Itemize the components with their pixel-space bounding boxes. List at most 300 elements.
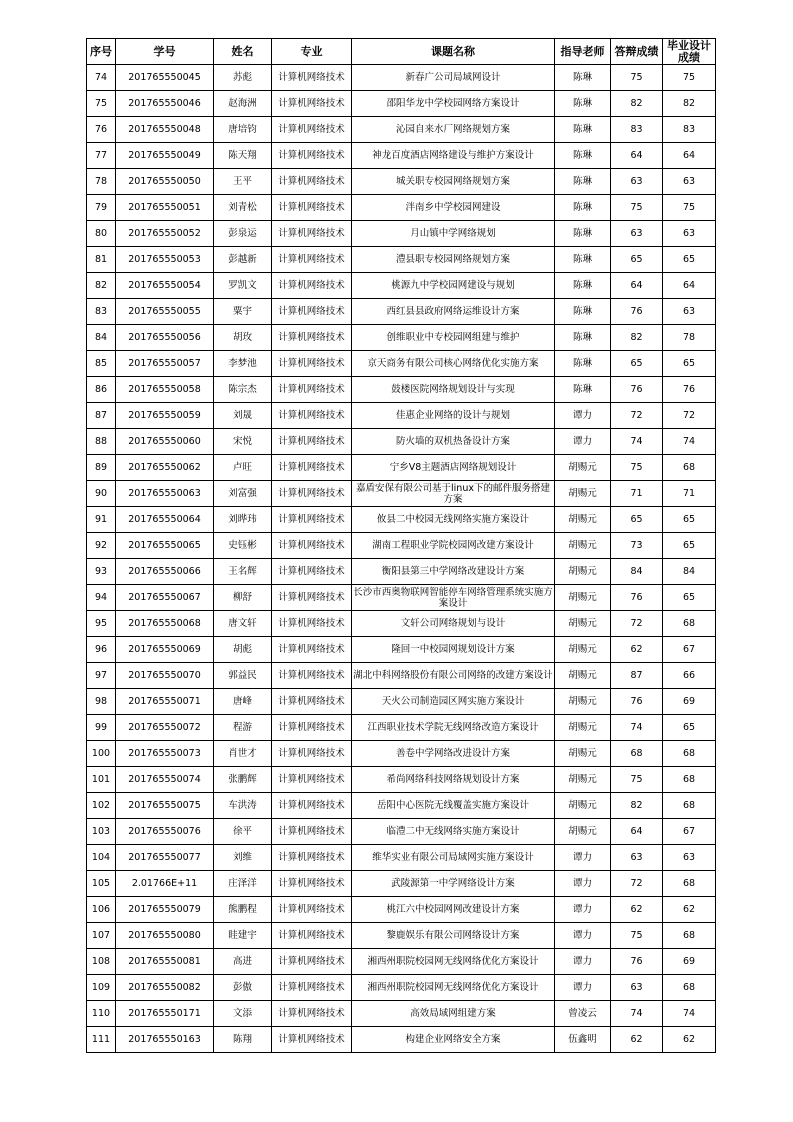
cell-name: 彭越新 — [214, 247, 272, 273]
cell-major: 计算机网络技术 — [272, 741, 352, 767]
cell-defense-score: 76 — [611, 377, 663, 403]
cell-defense-score: 76 — [611, 299, 663, 325]
cell-final-score: 66 — [663, 663, 716, 689]
cell-advisor: 谭力 — [555, 897, 611, 923]
cell-student-id: 201765550077 — [116, 845, 214, 871]
cell-name: 宋悦 — [214, 429, 272, 455]
table-row — [87, 195, 716, 221]
cell-no: 81 — [87, 247, 116, 273]
cell-advisor: 胡赐元 — [555, 585, 611, 611]
cell-topic: 临澧二中无线网络实施方案设计 — [352, 819, 555, 845]
cell-no: 107 — [87, 923, 116, 949]
cell-name: 陈翔 — [214, 1027, 272, 1053]
cell-topic: 佳惠企业网络的设计与规划 — [352, 403, 555, 429]
table-row — [87, 611, 716, 637]
table-row — [87, 767, 716, 793]
cell-major: 计算机网络技术 — [272, 481, 352, 507]
header-topic: 课题名称 — [352, 39, 555, 65]
cell-no: 104 — [87, 845, 116, 871]
table-row — [87, 533, 716, 559]
cell-major: 计算机网络技术 — [272, 221, 352, 247]
cell-no: 106 — [87, 897, 116, 923]
cell-name: 粟宇 — [214, 299, 272, 325]
cell-defense-score: 63 — [611, 845, 663, 871]
cell-advisor: 胡赐元 — [555, 637, 611, 663]
cell-advisor: 曾凌云 — [555, 1001, 611, 1027]
table-row — [87, 663, 716, 689]
cell-advisor: 陈琳 — [555, 143, 611, 169]
cell-no: 75 — [87, 91, 116, 117]
cell-major: 计算机网络技术 — [272, 1027, 352, 1053]
cell-student-id: 201765550049 — [116, 143, 214, 169]
cell-advisor: 胡赐元 — [555, 663, 611, 689]
table-row — [87, 273, 716, 299]
cell-no: 79 — [87, 195, 116, 221]
cell-no: 93 — [87, 559, 116, 585]
cell-no: 74 — [87, 65, 116, 91]
cell-topic: 长沙市西奥物联网智能停车网络管理系统实施方案设计 — [353, 586, 553, 609]
table-row — [87, 975, 716, 1001]
cell-name: 肖世才 — [214, 741, 272, 767]
cell-major: 计算机网络技术 — [272, 273, 352, 299]
cell-student-id: 201765550079 — [116, 897, 214, 923]
cell-topic: 城关职专校园网络规划方案 — [352, 169, 555, 195]
cell-student-id: 201765550082 — [116, 975, 214, 1001]
cell-student-id: 201765550072 — [116, 715, 214, 741]
cell-defense-score: 83 — [611, 117, 663, 143]
cell-student-id: 201765550074 — [116, 767, 214, 793]
table-row — [87, 507, 716, 533]
cell-defense-score: 65 — [611, 247, 663, 273]
cell-defense-score: 76 — [611, 585, 663, 611]
cell-student-id: 201765550171 — [116, 1001, 214, 1027]
cell-name: 王名辉 — [214, 559, 272, 585]
cell-topic: 防火墙的双机热备设计方案 — [352, 429, 555, 455]
table-row — [87, 65, 716, 91]
cell-final-score: 63 — [663, 221, 716, 247]
cell-defense-score: 64 — [611, 819, 663, 845]
cell-topic: 隆回一中校园网规划设计方案 — [352, 637, 555, 663]
cell-topic: 创维职业中专校园网组建与维护 — [352, 325, 555, 351]
cell-major: 计算机网络技术 — [272, 91, 352, 117]
cell-major: 计算机网络技术 — [272, 767, 352, 793]
cell-advisor: 胡赐元 — [555, 741, 611, 767]
cell-defense-score: 82 — [611, 91, 663, 117]
cell-final-score: 83 — [663, 117, 716, 143]
cell-defense-score: 72 — [611, 611, 663, 637]
cell-major: 计算机网络技术 — [272, 507, 352, 533]
cell-major: 计算机网络技术 — [272, 351, 352, 377]
cell-topic: 维华实业有限公司局域网实施方案设计 — [352, 845, 555, 871]
cell-topic: 善卷中学网络改进设计方案 — [352, 741, 555, 767]
cell-major: 计算机网络技术 — [272, 871, 352, 897]
cell-defense-score: 75 — [611, 767, 663, 793]
cell-topic: 希尚网络科技网络规划设计方案 — [352, 767, 555, 793]
cell-advisor: 陈琳 — [555, 91, 611, 117]
cell-defense-score: 82 — [611, 793, 663, 819]
cell-major: 计算机网络技术 — [272, 715, 352, 741]
cell-student-id: 201765550070 — [116, 663, 214, 689]
cell-defense-score: 71 — [611, 481, 663, 507]
cell-final-score: 69 — [663, 689, 716, 715]
cell-no: 110 — [87, 1001, 116, 1027]
cell-name: 胡彪 — [214, 637, 272, 663]
table-row — [87, 377, 716, 403]
cell-student-id: 201765550052 — [116, 221, 214, 247]
cell-name: 刘维 — [214, 845, 272, 871]
cell-advisor: 胡赐元 — [555, 689, 611, 715]
cell-no: 76 — [87, 117, 116, 143]
cell-topic: 湘西州职院校园网无线网络优化方案设计 — [352, 975, 555, 1001]
cell-major: 计算机网络技术 — [272, 143, 352, 169]
cell-name: 唐培钧 — [214, 117, 272, 143]
cell-student-id: 201765550056 — [116, 325, 214, 351]
cell-final-score: 65 — [663, 585, 716, 611]
cell-no: 100 — [87, 741, 116, 767]
header-final-score: 毕业设计成绩 — [663, 39, 716, 65]
cell-major: 计算机网络技术 — [272, 65, 352, 91]
cell-student-id: 201765550067 — [116, 585, 214, 611]
cell-no: 83 — [87, 299, 116, 325]
table-row — [87, 351, 716, 377]
cell-name: 熊鹏程 — [214, 897, 272, 923]
cell-defense-score: 75 — [611, 455, 663, 481]
cell-final-score: 74 — [663, 429, 716, 455]
cell-topic: 京天商务有限公司核心网络优化实施方案 — [352, 351, 555, 377]
table-body — [87, 65, 716, 1053]
cell-name: 苏彪 — [214, 65, 272, 91]
cell-defense-score: 68 — [611, 741, 663, 767]
cell-advisor: 陈琳 — [555, 195, 611, 221]
cell-name: 庄泽洋 — [214, 871, 272, 897]
table-row — [87, 117, 716, 143]
cell-no: 96 — [87, 637, 116, 663]
cell-name: 王平 — [214, 169, 272, 195]
cell-final-score: 63 — [663, 845, 716, 871]
table-row — [87, 1027, 716, 1053]
cell-topic: 构建企业网络安全方案 — [352, 1027, 555, 1053]
cell-defense-score: 82 — [611, 325, 663, 351]
cell-topic: 黎鹿娱乐有限公司网络设计方案 — [352, 923, 555, 949]
cell-final-score: 65 — [663, 507, 716, 533]
cell-major: 计算机网络技术 — [272, 533, 352, 559]
cell-no: 82 — [87, 273, 116, 299]
cell-advisor: 陈琳 — [555, 117, 611, 143]
cell-no: 85 — [87, 351, 116, 377]
header-name: 姓名 — [214, 39, 272, 65]
table-row — [87, 169, 716, 195]
table-row — [87, 689, 716, 715]
cell-student-id: 201765550080 — [116, 923, 214, 949]
table-row — [87, 819, 716, 845]
cell-student-id: 201765550060 — [116, 429, 214, 455]
cell-student-id: 201765550051 — [116, 195, 214, 221]
cell-major: 计算机网络技术 — [272, 1001, 352, 1027]
cell-topic: 新春广公司局域网设计 — [352, 65, 555, 91]
cell-major: 计算机网络技术 — [272, 325, 352, 351]
cell-name: 唐文轩 — [214, 611, 272, 637]
cell-final-score: 65 — [663, 533, 716, 559]
cell-student-id: 201765550163 — [116, 1027, 214, 1053]
cell-final-score: 71 — [663, 481, 716, 507]
cell-defense-score: 75 — [611, 923, 663, 949]
cell-name: 李梦池 — [214, 351, 272, 377]
cell-topic: 鼓楼医院网络规划设计与实现 — [352, 377, 555, 403]
cell-no: 91 — [87, 507, 116, 533]
cell-no: 88 — [87, 429, 116, 455]
table-row — [87, 221, 716, 247]
cell-no: 108 — [87, 949, 116, 975]
cell-advisor: 谭力 — [555, 975, 611, 1001]
cell-name: 陈宗杰 — [214, 377, 272, 403]
cell-final-score: 68 — [663, 793, 716, 819]
cell-final-score: 62 — [663, 897, 716, 923]
cell-major: 计算机网络技术 — [272, 611, 352, 637]
cell-final-score: 84 — [663, 559, 716, 585]
cell-name: 车洪涛 — [214, 793, 272, 819]
cell-major: 计算机网络技术 — [272, 117, 352, 143]
cell-final-score: 65 — [663, 715, 716, 741]
cell-final-score: 68 — [663, 923, 716, 949]
cell-final-score: 69 — [663, 949, 716, 975]
cell-advisor: 陈琳 — [555, 299, 611, 325]
cell-topic: 湖南工程职业学院校园网改建方案设计 — [352, 533, 555, 559]
cell-no: 105 — [87, 871, 116, 897]
cell-student-id: 201765550054 — [116, 273, 214, 299]
cell-advisor: 谭力 — [555, 923, 611, 949]
cell-major: 计算机网络技术 — [272, 247, 352, 273]
cell-name: 陈天翔 — [214, 143, 272, 169]
cell-topic: 邵阳华龙中学校园网络方案设计 — [352, 91, 555, 117]
cell-final-score: 63 — [663, 169, 716, 195]
cell-name: 柳舒 — [214, 585, 272, 611]
cell-name: 卢旺 — [214, 455, 272, 481]
cell-no: 77 — [87, 143, 116, 169]
cell-topic: 嘉盾安保有限公司基于linux下的邮件服务搭建方案 — [352, 481, 555, 507]
table-row — [87, 559, 716, 585]
cell-name: 彭泉运 — [214, 221, 272, 247]
grades-table — [86, 38, 716, 1053]
cell-name: 刘青松 — [214, 195, 272, 221]
cell-topic: 湖北中科网络股份有限公司网络的改建方案设计 — [352, 663, 555, 689]
cell-name: 刘晔玮 — [214, 507, 272, 533]
cell-final-score: 64 — [663, 143, 716, 169]
table-row — [87, 299, 716, 325]
cell-no: 94 — [87, 585, 116, 611]
cell-final-score: 67 — [663, 819, 716, 845]
cell-major: 计算机网络技术 — [272, 845, 352, 871]
cell-final-score: 82 — [663, 91, 716, 117]
cell-advisor: 伍鑫明 — [555, 1027, 611, 1053]
cell-topic: 宁乡V8主题酒店网络规划设计 — [352, 455, 555, 481]
cell-advisor: 胡赐元 — [555, 455, 611, 481]
cell-topic: 文轩公司网络规划与设计 — [352, 611, 555, 637]
cell-defense-score: 84 — [611, 559, 663, 585]
table-row — [87, 845, 716, 871]
table-row — [87, 403, 716, 429]
cell-name: 高进 — [214, 949, 272, 975]
cell-topic: 武陵源第一中学网络设计方案 — [352, 871, 555, 897]
cell-defense-score: 63 — [611, 221, 663, 247]
cell-major: 计算机网络技术 — [272, 429, 352, 455]
cell-student-id: 2.01766E+11 — [116, 871, 214, 897]
cell-student-id: 201765550066 — [116, 559, 214, 585]
cell-student-id: 201765550057 — [116, 351, 214, 377]
header-major: 专业 — [272, 39, 352, 65]
cell-advisor: 谭力 — [555, 949, 611, 975]
header-no: 序号 — [87, 39, 116, 65]
cell-name: 罗凯文 — [214, 273, 272, 299]
table-row — [87, 455, 716, 481]
cell-final-score: 62 — [663, 1027, 716, 1053]
cell-topic: 桃源九中学校园网建设与规划 — [352, 273, 555, 299]
cell-student-id: 201765550081 — [116, 949, 214, 975]
cell-no: 101 — [87, 767, 116, 793]
cell-student-id: 201765550058 — [116, 377, 214, 403]
cell-major: 计算机网络技术 — [272, 663, 352, 689]
cell-major: 计算机网络技术 — [272, 559, 352, 585]
cell-student-id: 201765550065 — [116, 533, 214, 559]
cell-advisor: 陈琳 — [555, 221, 611, 247]
table-row — [87, 741, 716, 767]
cell-no: 92 — [87, 533, 116, 559]
cell-final-score: 68 — [663, 871, 716, 897]
cell-defense-score: 72 — [611, 871, 663, 897]
cell-topic: 攸县二中校园无线网络实施方案设计 — [352, 507, 555, 533]
cell-name: 史钰彬 — [214, 533, 272, 559]
cell-topic: 江西职业技术学院无线网络改造方案设计 — [352, 715, 555, 741]
cell-final-score: 63 — [663, 299, 716, 325]
cell-advisor: 胡赐元 — [555, 533, 611, 559]
cell-no: 99 — [87, 715, 116, 741]
cell-advisor: 谭力 — [555, 871, 611, 897]
cell-advisor: 胡赐元 — [555, 819, 611, 845]
cell-major: 计算机网络技术 — [272, 689, 352, 715]
cell-advisor: 胡赐元 — [555, 715, 611, 741]
cell-major: 计算机网络技术 — [272, 403, 352, 429]
cell-name: 刘晟 — [214, 403, 272, 429]
cell-no: 98 — [87, 689, 116, 715]
cell-final-score: 72 — [663, 403, 716, 429]
cell-name: 唐峰 — [214, 689, 272, 715]
cell-no: 78 — [87, 169, 116, 195]
cell-major: 计算机网络技术 — [272, 975, 352, 1001]
cell-major: 计算机网络技术 — [272, 793, 352, 819]
cell-major: 计算机网络技术 — [272, 195, 352, 221]
header-student-id: 学号 — [116, 39, 214, 65]
cell-topic: 岳阳中心医院无线覆盖实施方案设计 — [352, 793, 555, 819]
cell-major: 计算机网络技术 — [272, 819, 352, 845]
cell-major: 计算机网络技术 — [272, 949, 352, 975]
table-row — [87, 247, 716, 273]
cell-final-score: 75 — [663, 65, 716, 91]
cell-student-id: 201765550046 — [116, 91, 214, 117]
cell-student-id: 201765550075 — [116, 793, 214, 819]
cell-name: 刘富强 — [214, 481, 272, 507]
cell-major: 计算机网络技术 — [272, 299, 352, 325]
cell-student-id: 201765550063 — [116, 481, 214, 507]
cell-defense-score: 62 — [611, 1027, 663, 1053]
cell-defense-score: 63 — [611, 169, 663, 195]
cell-topic: 澧县职专校园网络规划方案 — [352, 247, 555, 273]
cell-topic: 泮南乡中学校园网建设 — [352, 195, 555, 221]
cell-topic: 天火公司制造园区网实施方案设计 — [352, 689, 555, 715]
cell-major: 计算机网络技术 — [272, 585, 352, 611]
cell-no: 89 — [87, 455, 116, 481]
cell-defense-score: 73 — [611, 533, 663, 559]
cell-final-score: 68 — [663, 611, 716, 637]
cell-final-score: 68 — [663, 767, 716, 793]
cell-no: 90 — [87, 481, 116, 507]
cell-student-id: 201765550069 — [116, 637, 214, 663]
cell-advisor: 陈琳 — [555, 273, 611, 299]
cell-topic: 高效局域网组建方案 — [352, 1001, 555, 1027]
table-row — [87, 429, 716, 455]
cell-name: 彭傲 — [214, 975, 272, 1001]
cell-defense-score: 72 — [611, 403, 663, 429]
cell-no: 109 — [87, 975, 116, 1001]
cell-no: 97 — [87, 663, 116, 689]
cell-major: 计算机网络技术 — [272, 637, 352, 663]
cell-defense-score: 65 — [611, 351, 663, 377]
cell-student-id: 201765550055 — [116, 299, 214, 325]
cell-no: 111 — [87, 1027, 116, 1053]
cell-defense-score: 62 — [611, 637, 663, 663]
cell-topic: 湘西州职院校园网无线网络优化方案设计 — [352, 949, 555, 975]
cell-advisor: 陈琳 — [555, 169, 611, 195]
cell-final-score: 78 — [663, 325, 716, 351]
table-row — [87, 923, 716, 949]
cell-final-score: 68 — [663, 455, 716, 481]
cell-topic: 西红县县政府网络运维设计方案 — [352, 299, 555, 325]
cell-student-id: 201765550045 — [116, 65, 214, 91]
cell-defense-score: 76 — [611, 949, 663, 975]
cell-defense-score: 64 — [611, 273, 663, 299]
cell-advisor: 谭力 — [555, 845, 611, 871]
cell-name: 赵海洲 — [214, 91, 272, 117]
cell-topic: 神龙百度酒店网络建设与维护方案设计 — [352, 143, 555, 169]
header-row — [87, 39, 716, 65]
table-row — [87, 715, 716, 741]
cell-final-score: 67 — [663, 637, 716, 663]
table-row — [87, 481, 716, 507]
cell-student-id: 201765550050 — [116, 169, 214, 195]
table-row — [87, 637, 716, 663]
cell-advisor: 陈琳 — [555, 247, 611, 273]
table-row — [87, 325, 716, 351]
cell-advisor: 胡赐元 — [555, 767, 611, 793]
cell-student-id: 201765550073 — [116, 741, 214, 767]
cell-final-score: 68 — [663, 741, 716, 767]
table-row — [87, 143, 716, 169]
table-row — [87, 91, 716, 117]
cell-major: 计算机网络技术 — [272, 169, 352, 195]
cell-final-score: 75 — [663, 195, 716, 221]
cell-defense-score: 65 — [611, 507, 663, 533]
cell-name: 文添 — [214, 1001, 272, 1027]
cell-name: 程游 — [214, 715, 272, 741]
cell-name: 眭建宇 — [214, 923, 272, 949]
cell-defense-score: 87 — [611, 663, 663, 689]
cell-advisor: 谭力 — [555, 403, 611, 429]
cell-topic: 沁园自来水厂网络规划方案 — [352, 117, 555, 143]
table-row — [87, 871, 716, 897]
cell-student-id: 201765550076 — [116, 819, 214, 845]
cell-advisor: 胡赐元 — [555, 481, 611, 507]
cell-advisor: 胡赐元 — [555, 793, 611, 819]
cell-topic: 衡阳县第三中学网络改建设计方案 — [352, 559, 555, 585]
cell-name: 徐平 — [214, 819, 272, 845]
